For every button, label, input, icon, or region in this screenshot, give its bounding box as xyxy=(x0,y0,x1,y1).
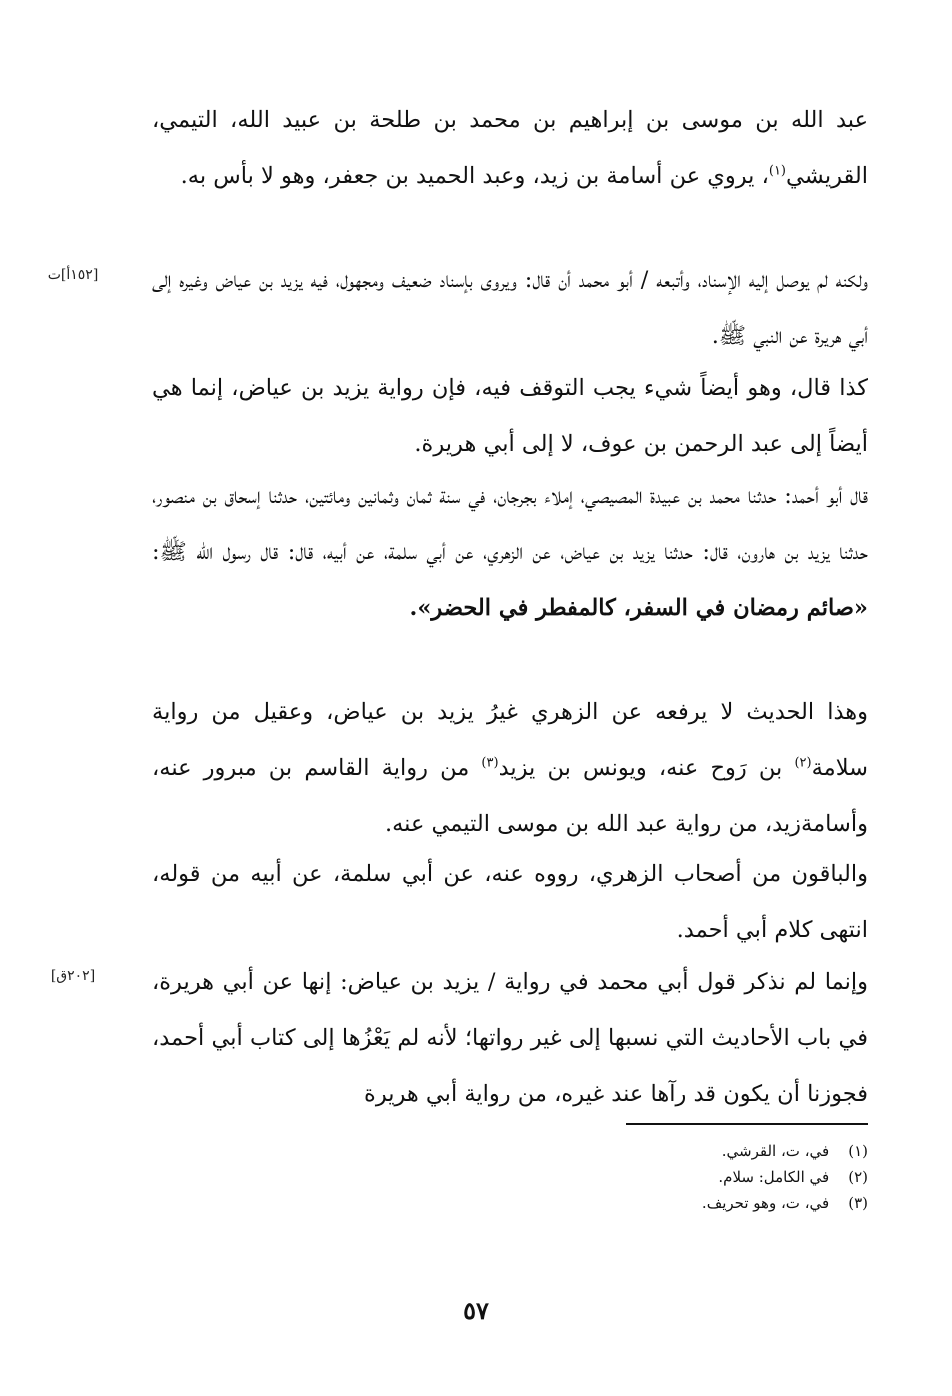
paragraph-hadith xyxy=(152,468,868,636)
footnote-item xyxy=(520,1164,868,1190)
footnote-text: في، ت، القرشي. xyxy=(721,1142,830,1160)
footnote-divider xyxy=(626,1123,868,1125)
paragraph-text: بن رَوح عنه، ويونس بن يزيد xyxy=(498,755,783,781)
footnote-number: (١) xyxy=(848,1142,868,1160)
footnote-text: في، ت، وهو تحريف. xyxy=(701,1194,830,1212)
paragraph-text: من رواية القاسم بن مبرور عنه، وأسامةزيد، من رواية عبد الله بن موسى التيمي عنه. xyxy=(152,755,868,837)
hadith-text: «صائم رمضان في السفر، كالمفطر في الحضر». xyxy=(409,595,868,621)
footnote-number: (٣) xyxy=(848,1194,868,1212)
paragraph-comment xyxy=(152,360,868,472)
footnotes xyxy=(520,1138,868,1216)
footnote-text: في الكامل: سلام. xyxy=(718,1168,830,1186)
footnote-item xyxy=(520,1138,868,1164)
paragraph-narrations xyxy=(152,684,868,852)
paragraph-text: ولكنه لم يوصل إليه الإسناد، وأتبعه / أبو محمد أن قال: ويروى بإسناد ضعيف ومجهول، فيه يزيد بن عياض وغيره إلى أبي هريرة عن النبي ﷺ. xyxy=(152,267,868,349)
paragraph-text: ، يروي عن أسامة بن زيد، وعبد الحميد بن جعفر، وهو لا بأس به. xyxy=(180,163,769,189)
paragraph-text: قال أبو أحمد: حدثنا محمد بن عبيدة المصيصي، إملاء بجرجان، في سنة ثمان وثمانين ومائتين، حدثنا إسحاق بن منصور، حدثنا يزيد بن هارون، قال: حدثنا يزيد بن عياض، عن الزهري، عن أبي سلمة، عن أبيه، قال: قال رسول الله ﷺ: xyxy=(152,483,868,565)
margin-note: [٢٠٢ق] xyxy=(50,968,96,984)
paragraph-text: والباقون من أصحاب الزهري، رووه عنه، عن أبي سلمة، عن أبيه من قوله، انتهى كلام أبي أحمد. xyxy=(152,861,868,943)
margin-note: [١٥٢أ]ت xyxy=(47,267,99,283)
paragraph-text: عبد الله بن موسى بن إبراهيم بن محمد بن طلحة بن عبيد الله، التيمي، القريشي xyxy=(152,107,868,189)
paragraph-text: وإنما لم نذكر قول أبي محمد في رواية / يزيد بن عياض: إنها عن أبي هريرة، في باب الأحاديث التي نسبها إلى غير رواتها؛ لأنه لم يَعْزُها إلى كتاب أبي أحمد، فجوزنا أن يكون قد رآها عند غيره، من رواية أبي هريرة xyxy=(152,969,868,1107)
page-number: ٥٧ xyxy=(463,1296,489,1325)
footnote-ref: (٣) xyxy=(481,755,499,771)
footnote-number: (٢) xyxy=(848,1168,868,1186)
footnote-ref: (٢) xyxy=(794,755,812,771)
footnote-item xyxy=(520,1190,868,1216)
paragraph-explanation xyxy=(152,954,868,1122)
paragraph-narrator-bio xyxy=(152,92,868,204)
paragraph-text: كذا قال، وهو أيضاً شيء يجب التوقف فيه، فإن رواية يزيد بن عياض، إنما هي أيضاً إلى عبد الرحمن بن عوف، لا إلى أبي هريرة. xyxy=(152,375,868,457)
paragraph-isnad xyxy=(152,252,868,364)
paragraph-text: وهذا الحديث لا يرفعه عن الزهري غيرُ يزيد بن عياض، وعقيل من رواية سلامة xyxy=(152,699,868,781)
footnote-ref: (١) xyxy=(768,163,786,179)
paragraph-remaining xyxy=(152,846,868,958)
